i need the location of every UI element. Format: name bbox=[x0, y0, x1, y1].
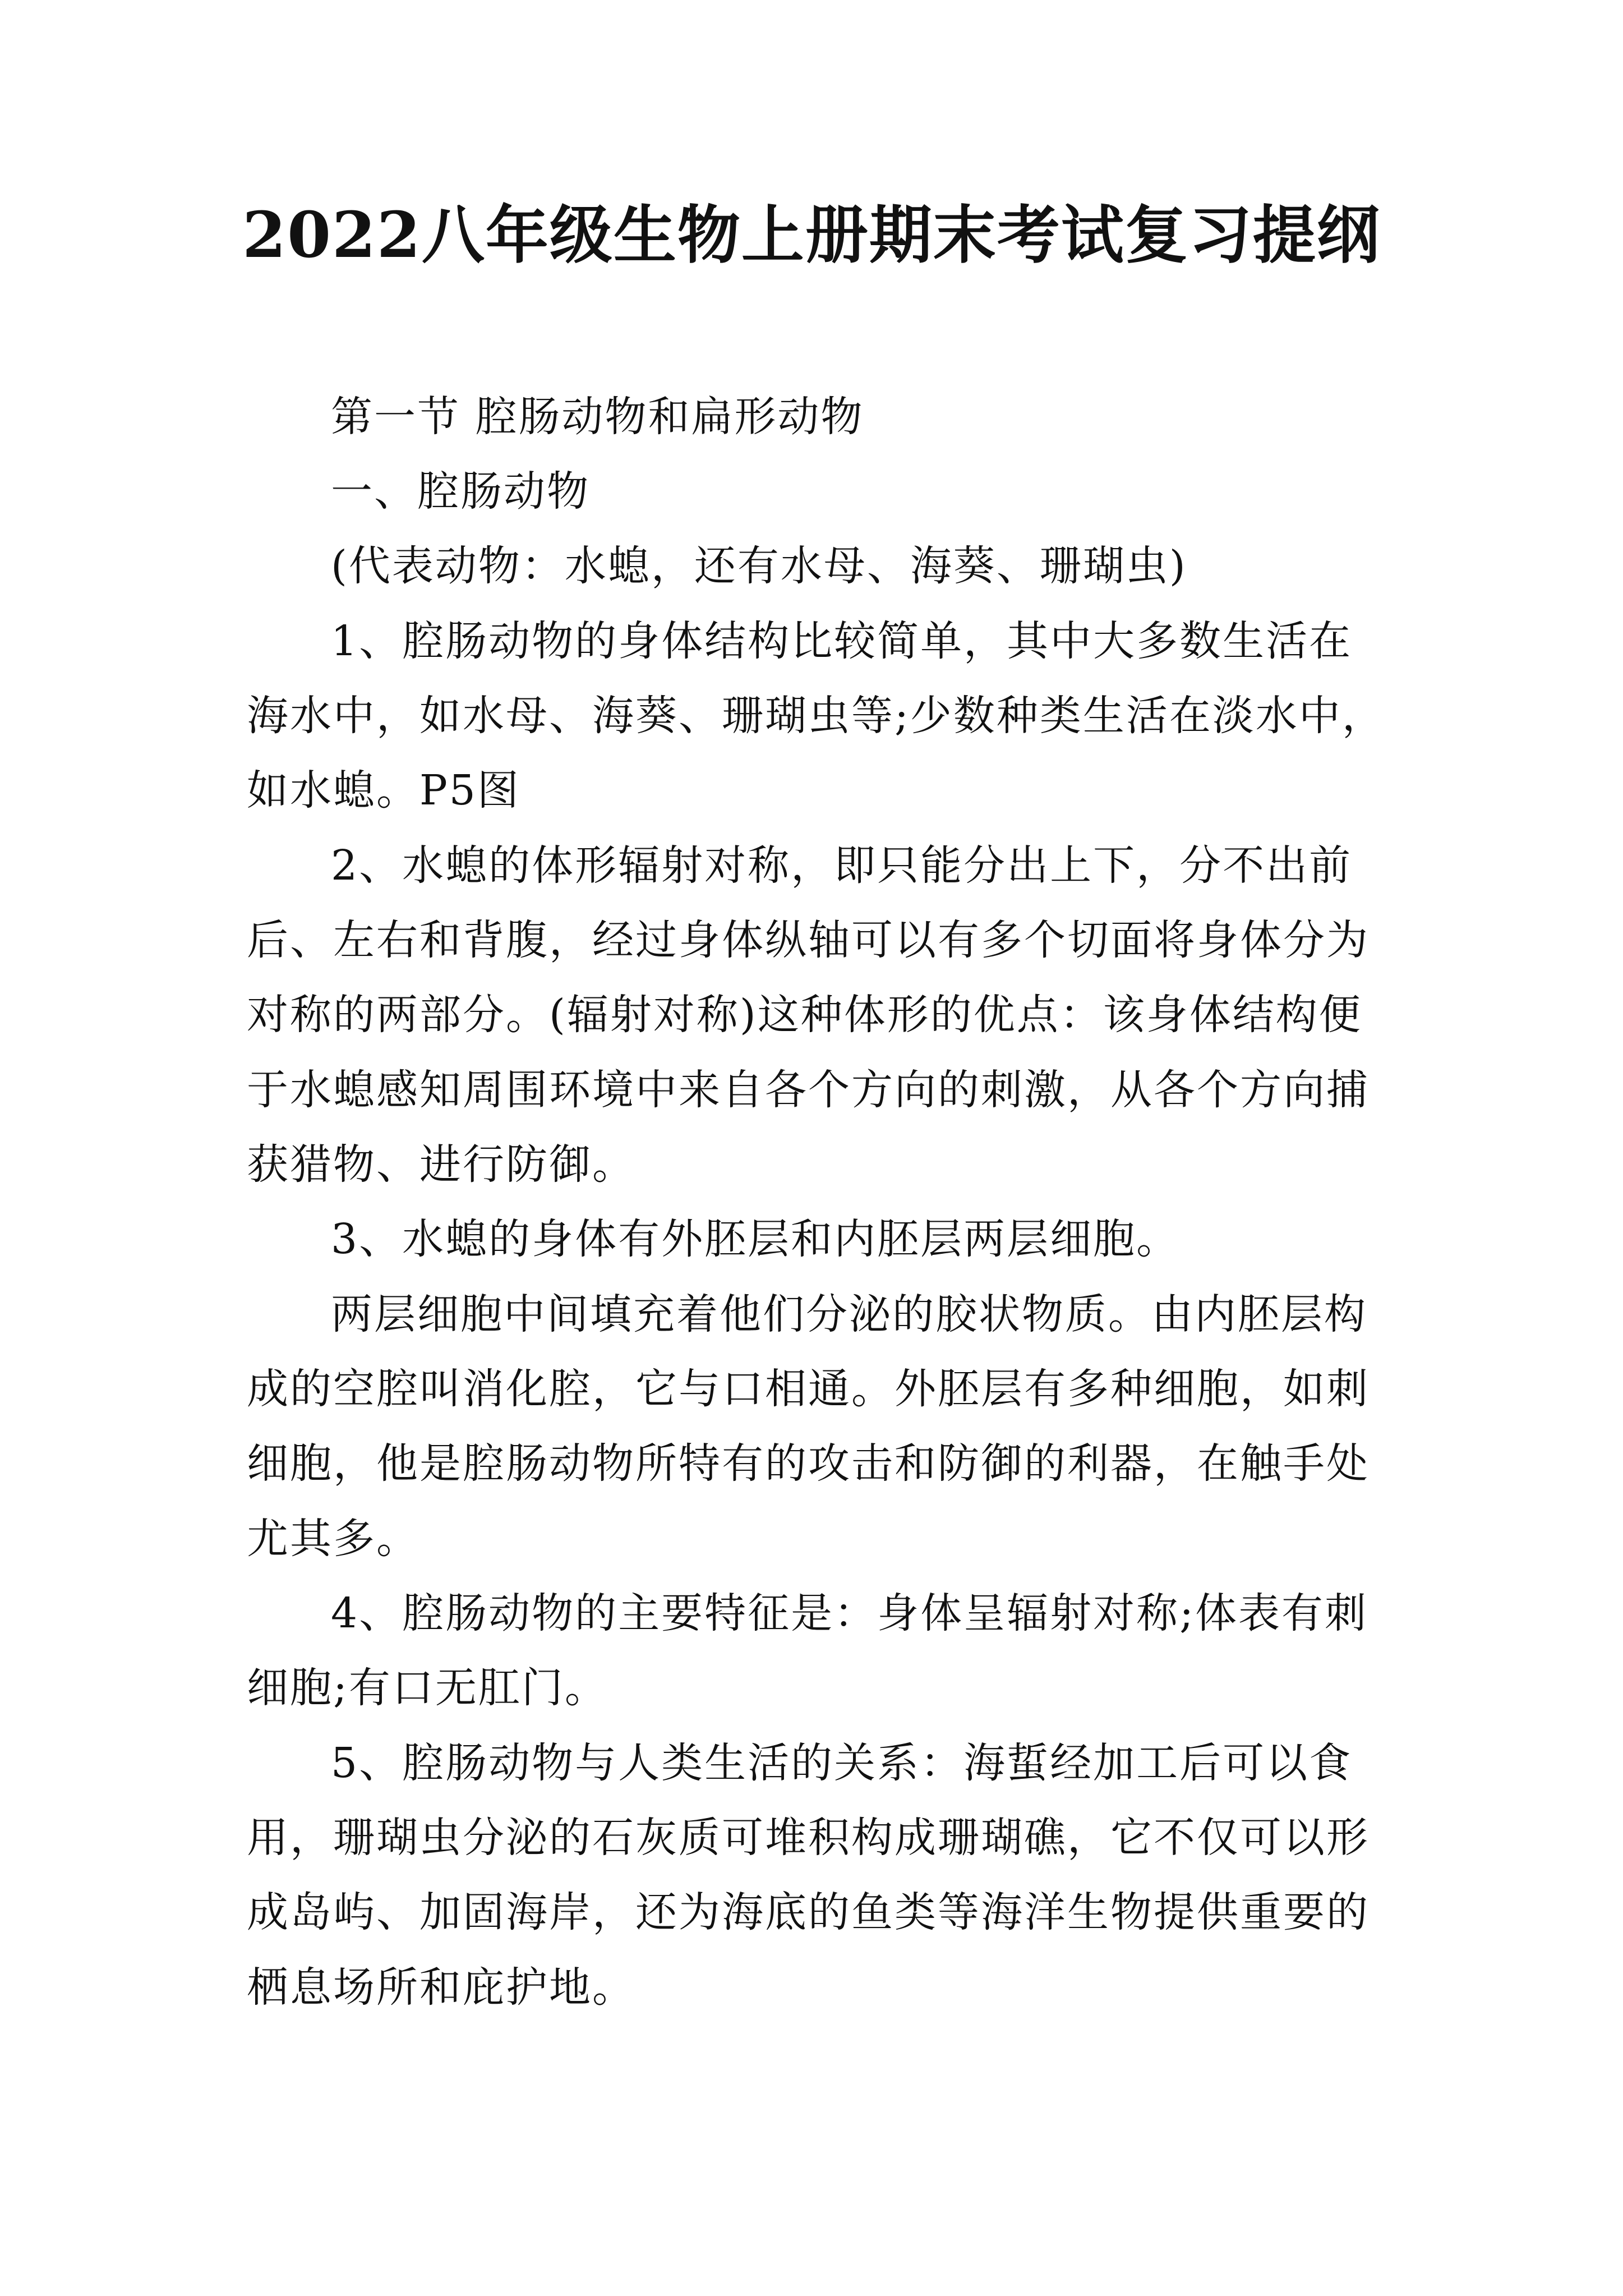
paragraph-line: 3、水螅的身体有外胚层和内胚层两层细胞。 bbox=[331, 1215, 1180, 1263]
paragraph-line: 海水中，如水母、海葵、珊瑚虫等;少数种类生活在淡水中， bbox=[247, 692, 1385, 740]
paragraph-line: 成岛屿、加固海岸，还为海底的鱼类等海洋生物提供重要的 bbox=[247, 1888, 1370, 1936]
paragraph-line: 两层细胞中间填充着他们分泌的胶状物质。由内胚层构 bbox=[331, 1290, 1367, 1338]
paragraph-line: 如水螅。P5图 bbox=[247, 766, 520, 815]
paragraph-line: 尤其多。 bbox=[247, 1515, 419, 1563]
paragraph-line: 后、左右和背腹，经过身体纵轴可以有多个切面将身体分为 bbox=[247, 916, 1370, 964]
section-heading: 第一节 腔肠动物和扁形动物 bbox=[331, 393, 864, 441]
paragraph-line: 4、腔肠动物的主要特征是：身体呈辐射对称;体表有刺 bbox=[331, 1589, 1368, 1637]
document-title: 2022八年级生物上册期末考试复习提纲 bbox=[242, 199, 1381, 272]
paragraph-line: 对称的两部分。(辐射对称)这种体形的优点：该身体结构便 bbox=[247, 991, 1362, 1039]
paragraph-line: 栖息场所和庇护地。 bbox=[247, 1963, 635, 2012]
paragraph-line: 成的空腔叫消化腔，它与口相通。外胚层有多种细胞，如刺 bbox=[247, 1365, 1370, 1413]
paragraph-line: 于水螅感知周围环境中来自各个方向的刺激，从各个方向捕 bbox=[247, 1066, 1370, 1114]
paragraph-line: 获猎物、进行防御。 bbox=[247, 1140, 635, 1189]
paragraph-line: 细胞;有口无肛门。 bbox=[247, 1664, 608, 1712]
paragraph-line: (代表动物：水螅，还有水母、海葵、珊瑚虫) bbox=[331, 542, 1187, 590]
paragraph-line: 用，珊瑚虫分泌的石灰质可堆积构成珊瑚礁，它不仅可以形 bbox=[247, 1814, 1370, 1862]
paragraph-line: 细胞，他是腔肠动物所特有的攻击和防御的利器，在触手处 bbox=[247, 1439, 1370, 1488]
paragraph-line: 2、水螅的体形辐射对称，即只能分出上下，分不出前 bbox=[331, 841, 1353, 890]
paragraph-line: 5、腔肠动物与人类生活的关系：海蜇经加工后可以食 bbox=[331, 1739, 1353, 1787]
subsection-heading: 一、腔肠动物 bbox=[331, 467, 590, 516]
paragraph-line: 1、腔肠动物的身体结构比较简单，其中大多数生活在 bbox=[331, 617, 1353, 665]
